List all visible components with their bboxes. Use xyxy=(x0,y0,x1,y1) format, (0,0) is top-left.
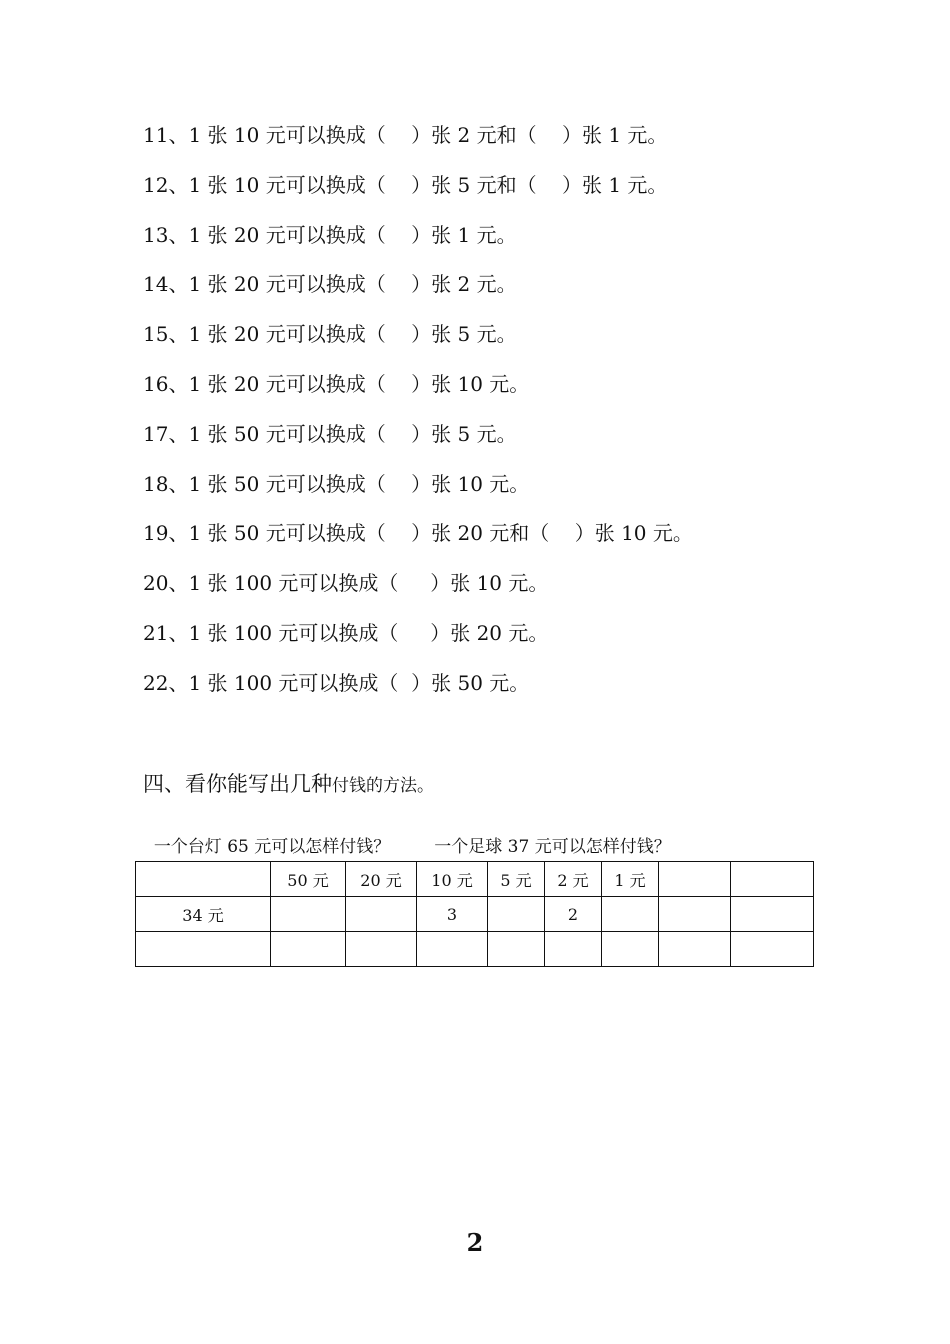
question-18: 18、1 张 50 元可以换成（ ）张 10 元。 xyxy=(143,471,530,496)
section-four-title xyxy=(143,768,434,798)
table-header-cell: 1 元 xyxy=(602,862,659,897)
table-cell xyxy=(602,897,659,932)
table-cell xyxy=(136,862,271,897)
table-cell xyxy=(731,897,814,932)
question-20: 20、1 张 100 元可以换成（ ）张 10 元。 xyxy=(143,571,549,596)
table-header-cell xyxy=(659,862,731,897)
table-header-cell: 5 元 xyxy=(488,862,545,897)
table-cell xyxy=(545,932,602,967)
table-row xyxy=(136,897,814,932)
table-cell xyxy=(417,932,488,967)
football-prompt: 一个足球 37 元可以怎样付钱？ xyxy=(434,837,671,857)
section-title-main: 四、看你能写出几种 xyxy=(143,772,332,796)
question-14: 14、1 张 20 元可以换成（ ）张 2 元。 xyxy=(143,272,517,297)
question-22: 22、1 张 100 元可以换成（ ）张 50 元。 xyxy=(143,670,530,695)
question-19: 19、1 张 50 元可以换成（ ）张 20 元和（ ）张 10 元。 xyxy=(143,521,693,546)
question-list xyxy=(143,118,693,716)
page-number: 2 xyxy=(466,1228,484,1257)
table-cell xyxy=(271,897,346,932)
question-12: 12、1 张 10 元可以换成（ ）张 5 元和（ ）张 1 元。 xyxy=(143,172,668,197)
question-15: 15、1 张 20 元可以换成（ ）张 5 元。 xyxy=(143,322,517,347)
table-header-cell xyxy=(731,862,814,897)
table-header-cell: 10 元 xyxy=(417,862,488,897)
payment-prompts xyxy=(143,812,671,857)
table-cell xyxy=(136,932,271,967)
lamp-prompt: 一个台灯 65 元可以怎样付钱？ xyxy=(153,837,391,857)
table-cell xyxy=(602,932,659,967)
question-13: 13、1 张 20 元可以换成（ ）张 1 元。 xyxy=(143,222,517,247)
table-cell xyxy=(346,932,417,967)
table-cell xyxy=(731,932,814,967)
table-header-cell: 20 元 xyxy=(346,862,417,897)
section-title-small: 付钱的方法。 xyxy=(332,776,434,796)
question-17: 17、1 张 50 元可以换成（ ）张 5 元。 xyxy=(143,421,517,446)
table-cell: 2 xyxy=(545,897,602,932)
table-cell: 3 xyxy=(417,897,488,932)
table-cell xyxy=(488,932,545,967)
question-11: 11、1 张 10 元可以换成（ ）张 2 元和（ ）张 1 元。 xyxy=(143,123,668,147)
payment-table xyxy=(135,861,814,967)
table-header-row xyxy=(136,862,814,897)
table-row xyxy=(136,932,814,967)
question-21: 21、1 张 100 元可以换成（ ）张 20 元。 xyxy=(143,620,549,645)
table-cell xyxy=(488,897,545,932)
question-16: 16、1 张 20 元可以换成（ ）张 10 元。 xyxy=(143,371,530,396)
table-cell xyxy=(346,897,417,932)
table-header-cell: 50 元 xyxy=(271,862,346,897)
table-cell: 34 元 xyxy=(136,897,271,932)
table-cell xyxy=(659,897,731,932)
table-header-cell: 2 元 xyxy=(545,862,602,897)
table-cell xyxy=(659,932,731,967)
table-cell xyxy=(271,932,346,967)
